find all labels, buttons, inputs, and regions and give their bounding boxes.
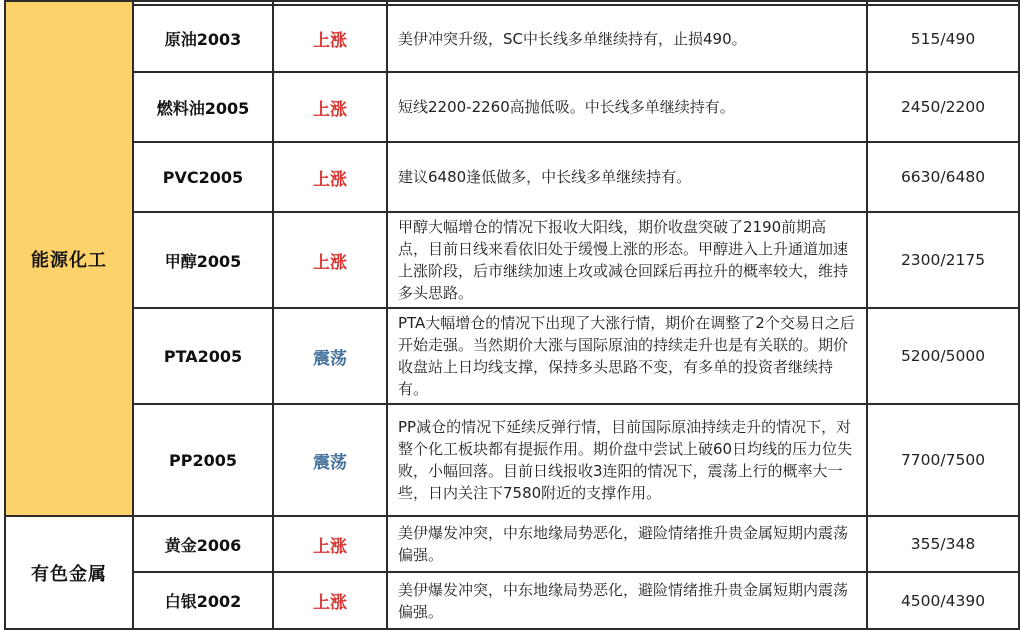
price-cell: 2300/2175 — [867, 212, 1019, 308]
view-cell: PP减仓的情况下延续反弹行情，目前国际原油持续走升的情况下，对整个化工板块都有提振作用。期价盘中尝试上破60日均线的压力位失败，小幅回落。目前日线报收3连阳的情况下，震荡上行的概率大一些，日内关注下7580附近的支撑作用。 — [387, 404, 867, 516]
contract-cell: 燃料油2005 — [133, 72, 273, 142]
price-cell: 2450/2200 — [867, 72, 1019, 142]
table-row — [5, 72, 1019, 142]
category-label: 有色金属 — [31, 563, 107, 585]
contract-cell: 甲醇2005 — [133, 212, 273, 308]
table-row — [5, 572, 1019, 629]
price-cell: 6630/6480 — [867, 142, 1019, 212]
table-row — [5, 5, 1019, 72]
price-cell: 7700/7500 — [867, 404, 1019, 516]
price-cell: 355/348 — [867, 516, 1019, 572]
table-row — [5, 212, 1019, 308]
table-row — [5, 404, 1019, 516]
trend-cell: 震荡 — [273, 308, 387, 404]
trend-cell: 上涨 — [273, 212, 387, 308]
trend-cell: 上涨 — [273, 5, 387, 72]
view-cell: 美伊爆发冲突，中东地缘局势恶化，避险情绪推升贵金属短期内震荡偏强。 — [387, 572, 867, 629]
contract-cell: 黄金2006 — [133, 516, 273, 572]
table-row — [5, 142, 1019, 212]
view-cell: 美伊爆发冲突，中东地缘局势恶化，避险情绪推升贵金属短期内震荡偏强。 — [387, 516, 867, 572]
trend-cell: 震荡 — [273, 404, 387, 516]
table-row — [5, 516, 1019, 572]
trend-cell: 上涨 — [273, 72, 387, 142]
futures-strategy-table — [4, 0, 1020, 630]
view-cell: 建议6480逢低做多，中长线多单继续持有。 — [387, 142, 867, 212]
price-cell: 515/490 — [867, 5, 1019, 72]
contract-cell: PP2005 — [133, 404, 273, 516]
trend-cell: 上涨 — [273, 142, 387, 212]
trend-cell: 上涨 — [273, 516, 387, 572]
contract-cell: PVC2005 — [133, 142, 273, 212]
category-label: 能源化工 — [31, 249, 107, 271]
contract-cell: 白银2002 — [133, 572, 273, 629]
trend-cell: 上涨 — [273, 572, 387, 629]
view-cell: 美伊冲突升级，SC中长线多单继续持有，止损490。 — [387, 5, 867, 72]
view-cell: 甲醇大幅增仓的情况下报收大阳线，期价收盘突破了2190前期高点，目前日线来看依旧处于缓慢上涨的形态。甲醇进入上升通道加速上涨阶段，后市继续加速上攻或减仓回踩后再拉升的概率较大，维持多头思路。 — [387, 212, 867, 308]
category-nonferrous-metals — [5, 516, 133, 629]
view-cell: 短线2200-2260高抛低吸。中长线多单继续持有。 — [387, 72, 867, 142]
view-cell: PTA大幅增仓的情况下出现了大涨行情，期价在调整了2个交易日之后开始走强。当然期价大涨与国际原油的持续走升也是有关联的。期价收盘站上日均线支撑，保持多头思路不变，有多单的投资者继续持有。 — [387, 308, 867, 404]
price-cell: 5200/5000 — [867, 308, 1019, 404]
contract-cell: 原油2003 — [133, 5, 273, 72]
contract-cell: PTA2005 — [133, 308, 273, 404]
price-cell: 4500/4390 — [867, 572, 1019, 629]
table-row — [5, 308, 1019, 404]
category-energy-chemical — [5, 1, 133, 516]
